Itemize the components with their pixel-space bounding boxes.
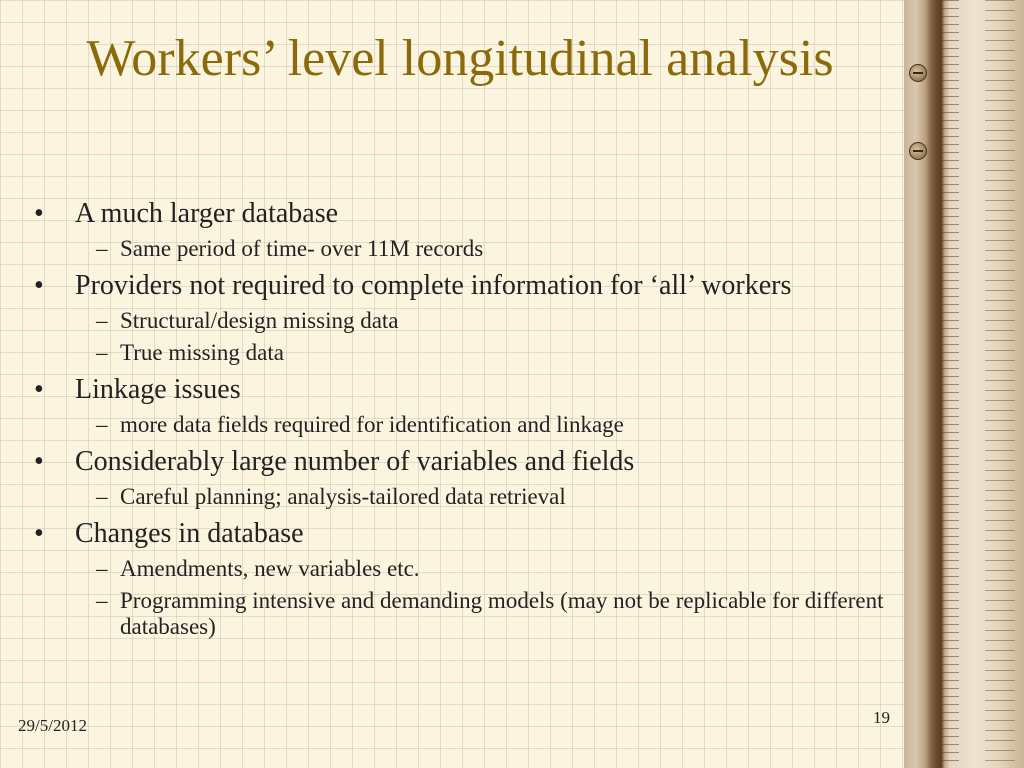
dash-icon: – [96,556,108,581]
sub-bullet-item [30,588,890,640]
bullet-item [30,518,890,550]
screw-icon [909,64,927,82]
sub-bullet-text: Same period of time- over 11M records [120,236,484,261]
page-number: 19 [873,708,890,727]
sub-bullet-text: True missing data [120,340,284,365]
bullet-icon: • [34,270,44,301]
sub-bullet-item [30,556,890,582]
bullet-item [30,374,890,406]
bullet-item [30,198,890,230]
bullet-text: Considerably large number of variables and fields [75,446,635,477]
sub-bullet-item [30,236,890,262]
bullet-text: Providers not required to complete information for ‘all’ workers [75,270,792,301]
sub-bullet-text: more data fields required for identification and linkage [120,412,624,437]
sub-bullet-text: Careful planning; analysis-tailored data retrieval [120,484,566,509]
footer-date: 29/5/2012 [18,716,87,735]
dash-icon: – [96,484,108,509]
bullet-icon: • [34,446,44,477]
ruler-ticks [935,0,959,768]
sub-bullet-item [30,412,890,438]
screw-icon [909,142,927,160]
dash-icon: – [96,236,108,261]
sub-bullet-text: Amendments, new variables etc. [120,556,420,581]
dash-icon: – [96,588,108,613]
sub-bullet-item [30,484,890,510]
sub-bullet-text: Programming intensive and demanding models (may not be replicable for different databases) [120,588,884,639]
bullet-text: Changes in database [75,518,304,549]
bullet-item [30,270,890,302]
dash-icon: – [96,412,108,437]
sub-bullet-item [30,308,890,334]
bullet-icon: • [34,518,44,549]
slide-content [30,190,890,646]
bullet-icon: • [34,198,44,229]
bullet-item [30,446,890,478]
bullet-icon: • [34,374,44,405]
bullet-text: A much larger database [75,198,339,229]
sub-bullet-item [30,340,890,366]
ruler-ticks-secondary [985,0,1015,768]
slide-title: Workers’ level longitudinal analysis [86,30,834,87]
bullet-text: Linkage issues [75,374,241,405]
dash-icon: – [96,308,108,333]
sub-bullet-text: Structural/design missing data [120,308,399,333]
dash-icon: – [96,340,108,365]
